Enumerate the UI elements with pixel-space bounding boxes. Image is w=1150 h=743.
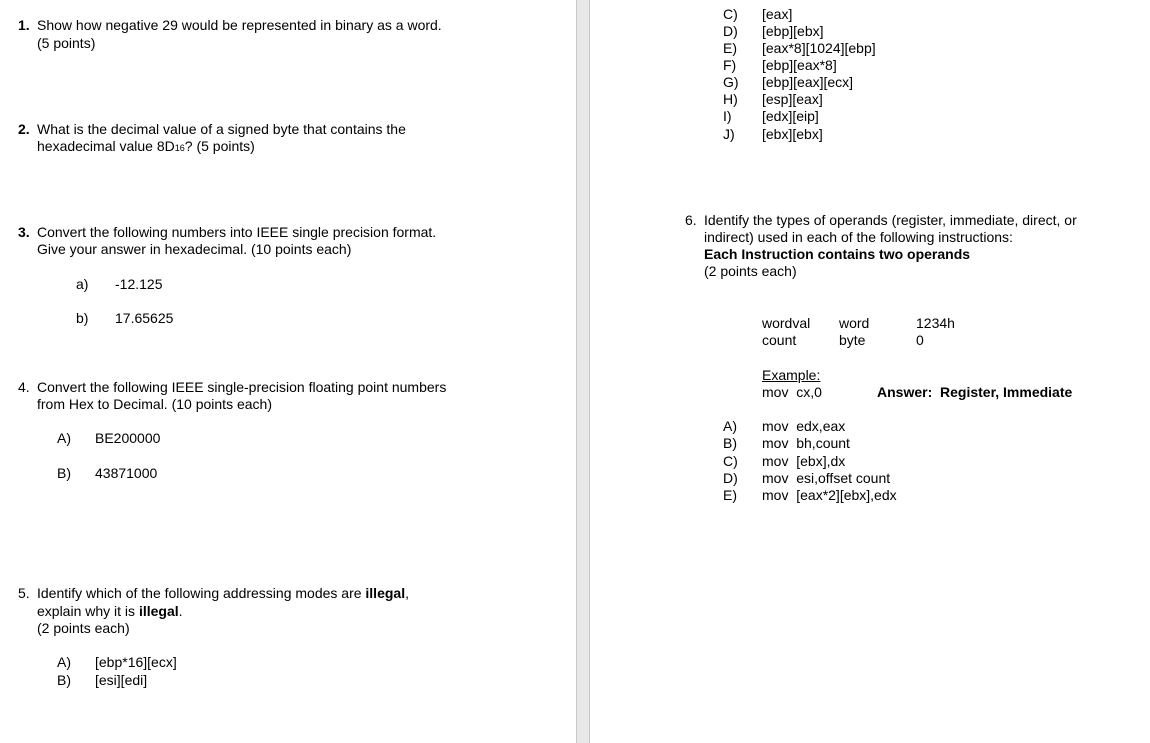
question-6-number: 6.: [685, 212, 697, 228]
question-5-item-label: F): [723, 57, 737, 73]
example-code: mov cx,0: [762, 384, 822, 400]
question-5-item-label: A): [57, 654, 71, 670]
question-5-item-label: D): [723, 23, 738, 39]
question-5-text-line2: [37, 603, 183, 620]
question-6-instruction: mov esi,offset count: [762, 470, 891, 486]
question-6-text-line2: indirect) used in each of the following instructions:: [704, 229, 1013, 245]
declaration-name: wordval: [762, 315, 811, 331]
question-4-item-value: BE200000: [95, 430, 161, 446]
question-6-item-label: A): [723, 418, 737, 434]
question-6-text: Identify the types of operands (register, immediate, direct, or: [704, 212, 1077, 228]
question-3-item-label: b): [76, 310, 89, 326]
question-4-number: 4.: [18, 379, 30, 395]
question-5-text-part: .: [178, 603, 183, 619]
page-gutter: [576, 0, 590, 743]
declaration-name: count: [762, 332, 797, 348]
question-1-number: 1.: [18, 17, 30, 33]
question-5-item-value: [esp][eax]: [762, 91, 823, 107]
example-answer: Answer: Register, Immediate: [877, 384, 1073, 400]
question-5-illegal-emphasis: illegal: [365, 585, 406, 601]
question-1-text: Show how negative 29 would be represented in binary as a word.: [37, 17, 442, 33]
question-2-hex-value: hexadecimal value 8D: [37, 138, 175, 154]
question-4-item-label: A): [57, 430, 71, 446]
question-5-text-part: ,: [405, 585, 409, 601]
question-5-item-value: [ebx][ebx]: [762, 126, 823, 142]
question-5-item-label: I): [723, 108, 732, 124]
question-5-item-label: G): [723, 74, 739, 90]
question-5-text-part: explain why it is: [37, 603, 139, 619]
question-5-illegal-emphasis: illegal: [138, 603, 179, 619]
question-5-item-value: [ebp][eax][ecx]: [762, 74, 854, 90]
question-2-text: What is the decimal value of a signed byte that contains the: [37, 121, 406, 137]
question-5-item-label: B): [57, 672, 71, 688]
question-6-points: (2 points each): [704, 263, 797, 279]
question-6-instruction: mov [ebx],dx: [762, 453, 846, 469]
question-5-item-label: J): [723, 126, 735, 142]
question-3-text-line2: Give your answer in hexadecimal. (10 points each): [37, 241, 352, 257]
question-4-text: Convert the following IEEE single-precision floating point numbers: [37, 379, 447, 395]
question-5-item-label: C): [723, 6, 738, 22]
question-2-text-line2: [37, 138, 255, 157]
question-2-number: 2.: [18, 121, 30, 137]
question-5-item-value: [esi][edi]: [95, 672, 148, 688]
question-2-points: ? (5 points): [184, 138, 255, 154]
question-3-number: 3.: [18, 224, 30, 240]
question-5-text-part: Identify which of the following addressing modes are: [37, 585, 366, 601]
question-6-item-label: B): [723, 435, 737, 451]
question-5-item-value: [eax]: [762, 6, 793, 22]
question-1-points: (5 points): [37, 35, 96, 51]
question-5-item-value: [ebp*16][ecx]: [95, 654, 177, 670]
question-4-text-line2: from Hex to Decimal. (10 points each): [37, 396, 272, 412]
question-5-item-label: E): [723, 40, 737, 56]
question-2-base-subscript: 16: [174, 143, 185, 153]
declaration-value: 1234h: [916, 315, 955, 331]
question-3-item-label: a): [76, 276, 89, 292]
example-label: Example:: [762, 367, 821, 383]
question-6-item-label: E): [723, 487, 737, 503]
question-6-item-label: C): [723, 453, 738, 469]
question-3-item-value: -12.125: [115, 276, 163, 292]
question-6-instruction: mov [eax*2][ebx],edx: [762, 487, 897, 503]
declaration-value: 0: [916, 332, 924, 348]
question-6-item-label: D): [723, 470, 738, 486]
question-6-instruction: mov bh,count: [762, 435, 850, 451]
declaration-type: word: [839, 315, 870, 331]
question-5-number: 5.: [18, 585, 30, 601]
question-5-text: [37, 585, 409, 602]
question-5-item-value: [ebp][ebx]: [762, 23, 824, 39]
question-5-points: (2 points each): [37, 620, 130, 636]
question-4-item-label: B): [57, 465, 71, 481]
question-5-item-value: [edx][eip]: [762, 108, 819, 124]
question-5-item-value: [eax*8][1024][ebp]: [762, 40, 876, 56]
question-3-text: Convert the following numbers into IEEE single precision format.: [37, 224, 437, 240]
question-5-item-label: H): [723, 91, 738, 107]
question-5-item-value: [ebp][eax*8]: [762, 57, 837, 73]
right-page: [590, 0, 1150, 743]
question-6-note: Each Instruction contains two operands: [704, 246, 971, 262]
declaration-type: byte: [839, 332, 866, 348]
question-6-instruction: mov edx,eax: [762, 418, 846, 434]
question-4-item-value: 43871000: [95, 465, 158, 481]
question-3-item-value: 17.65625: [115, 310, 174, 326]
